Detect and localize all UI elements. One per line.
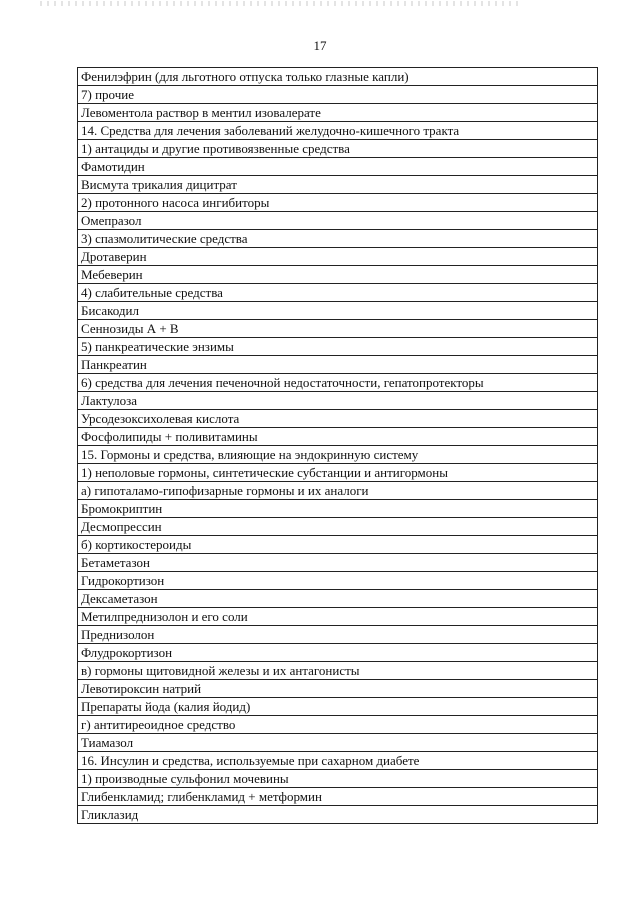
table-row: [78, 752, 598, 770]
table-cell: Фосфолипиды + поливитамины: [78, 428, 598, 446]
table-cell: Метилпреднизолон и его соли: [78, 608, 598, 626]
scan-artifact: [40, 1, 520, 6]
table-cell: а) гипоталамо-гипофизарные гормоны и их аналоги: [78, 482, 598, 500]
table-cell: Флудрокортизон: [78, 644, 598, 662]
table-row: [78, 374, 598, 392]
table-cell: Бисакодил: [78, 302, 598, 320]
table-row: [78, 194, 598, 212]
table-row: [78, 716, 598, 734]
table-cell: Сеннозиды А + В: [78, 320, 598, 338]
table-cell: Гликлазид: [78, 806, 598, 824]
table-row: [78, 104, 598, 122]
table-cell: 16. Инсулин и средства, используемые при сахарном диабете: [78, 752, 598, 770]
table-cell: б) кортикостероиды: [78, 536, 598, 554]
table-row: [78, 122, 598, 140]
table-row: [78, 608, 598, 626]
table-cell: 1) неполовые гормоны, синтетические субстанции и антигормоны: [78, 464, 598, 482]
table-cell: Бетаметазон: [78, 554, 598, 572]
table-row: [78, 626, 598, 644]
table-cell: 2) протонного насоса ингибиторы: [78, 194, 598, 212]
table-row: [78, 284, 598, 302]
table-cell: Гидрокортизон: [78, 572, 598, 590]
table-cell: в) гормоны щитовидной железы и их антагонисты: [78, 662, 598, 680]
table-cell: 15. Гормоны и средства, влияющие на эндокринную систему: [78, 446, 598, 464]
table-row: [78, 140, 598, 158]
table-cell: Омепразол: [78, 212, 598, 230]
table-cell: Левоментола раствор в ментил изовалерате: [78, 104, 598, 122]
table-cell: Левотироксин натрий: [78, 680, 598, 698]
table-cell: Десмопрессин: [78, 518, 598, 536]
table-cell: Глибенкламид; глибенкламид + метформин: [78, 788, 598, 806]
table-cell: Лактулоза: [78, 392, 598, 410]
table-row: [78, 536, 598, 554]
table-row: [78, 86, 598, 104]
table-row: [78, 590, 598, 608]
table-row: [78, 788, 598, 806]
table-cell: 3) спазмолитические средства: [78, 230, 598, 248]
drug-list-table: [77, 67, 598, 824]
table-cell: Дексаметазон: [78, 590, 598, 608]
table-cell: Тиамазол: [78, 734, 598, 752]
table-row: [78, 176, 598, 194]
table-row: [78, 410, 598, 428]
table-cell: 6) средства для лечения печеночной недостаточности, гепатопротекторы: [78, 374, 598, 392]
table-cell: 5) панкреатические энзимы: [78, 338, 598, 356]
table-row: [78, 770, 598, 788]
table-row: [78, 518, 598, 536]
table-row: [78, 662, 598, 680]
table-row: [78, 698, 598, 716]
table-cell: 14. Средства для лечения заболеваний желудочно-кишечного тракта: [78, 122, 598, 140]
table-row: [78, 500, 598, 518]
table-row: [78, 230, 598, 248]
table-row: [78, 338, 598, 356]
table-row: [78, 158, 598, 176]
table-row: [78, 554, 598, 572]
table-row: [78, 320, 598, 338]
table-row: [78, 428, 598, 446]
table-row: [78, 734, 598, 752]
drug-list-body: [78, 68, 598, 824]
table-row: [78, 356, 598, 374]
table-row: [78, 212, 598, 230]
table-cell: Мебеверин: [78, 266, 598, 284]
table-cell: 7) прочие: [78, 86, 598, 104]
table-cell: Преднизолон: [78, 626, 598, 644]
table-cell: Урсодезоксихолевая кислота: [78, 410, 598, 428]
table-row: [78, 392, 598, 410]
table-cell: 1) производные сульфонил мочевины: [78, 770, 598, 788]
table-cell: Препараты йода (калия йодид): [78, 698, 598, 716]
table-cell: Висмута трикалия дицитрат: [78, 176, 598, 194]
table-row: [78, 266, 598, 284]
table-row: [78, 680, 598, 698]
table-row: [78, 482, 598, 500]
table-cell: Панкреатин: [78, 356, 598, 374]
table-cell: Бромокриптин: [78, 500, 598, 518]
table-cell: 4) слабительные средства: [78, 284, 598, 302]
table-cell: 1) антациды и другие противоязвенные средства: [78, 140, 598, 158]
page-number: 17: [313, 38, 327, 53]
table-cell: Фенилэфрин (для льготного отпуска только глазные капли): [78, 68, 598, 86]
table-row: [78, 248, 598, 266]
table-row: [78, 572, 598, 590]
table-row: [78, 446, 598, 464]
table-cell: г) антитиреоидное средство: [78, 716, 598, 734]
table-row: [78, 464, 598, 482]
table-row: [78, 68, 598, 86]
table-row: [78, 806, 598, 824]
table-row: [78, 302, 598, 320]
table-row: [78, 644, 598, 662]
table-cell: Дротаверин: [78, 248, 598, 266]
table-cell: Фамотидин: [78, 158, 598, 176]
